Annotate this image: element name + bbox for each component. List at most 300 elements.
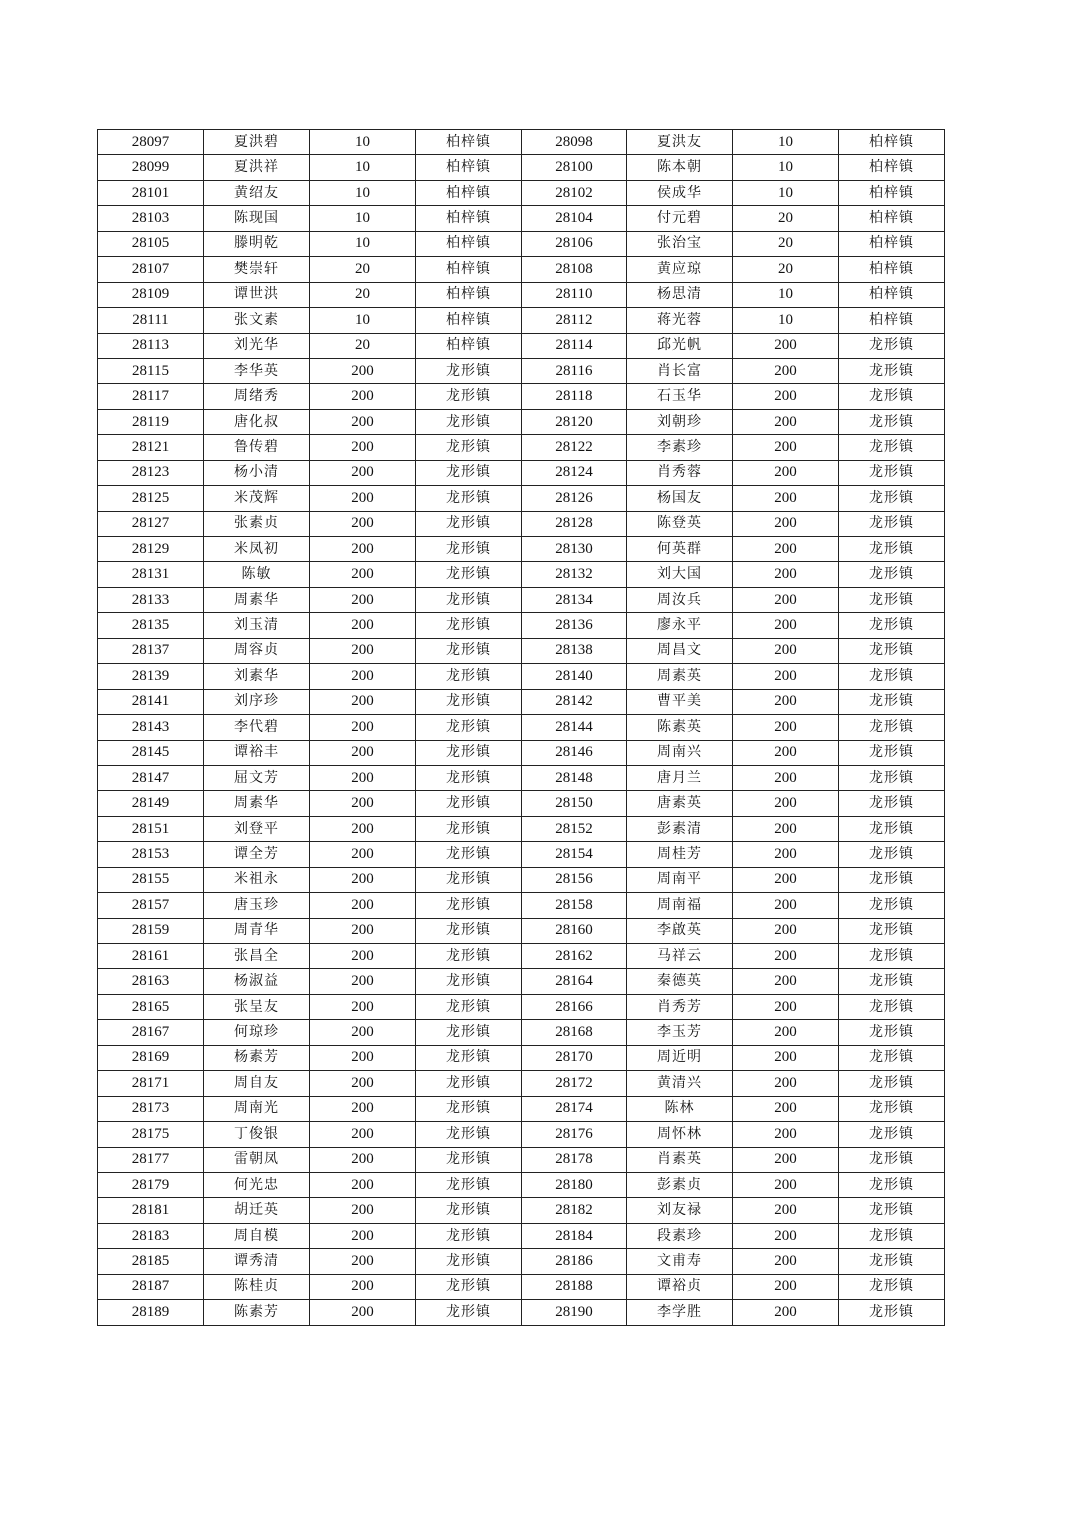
- cell-name-right: 周汝兵: [627, 587, 733, 612]
- cell-town-left: 柏梓镇: [416, 257, 522, 282]
- table-row: [98, 994, 945, 1019]
- cell-id-left: 28137: [98, 638, 204, 663]
- cell-town-left: 龙形镇: [416, 358, 522, 383]
- cell-amount-right: 200: [733, 1249, 839, 1274]
- cell-id-left: 28173: [98, 1096, 204, 1121]
- cell-name-left: 米祖永: [204, 867, 310, 892]
- table-row: [98, 638, 945, 663]
- cell-town-left: 龙形镇: [416, 587, 522, 612]
- cell-id-right: 28144: [522, 715, 627, 740]
- cell-amount-left: 200: [310, 1249, 416, 1274]
- table-row: [98, 1045, 945, 1070]
- cell-id-left: 28121: [98, 435, 204, 460]
- cell-id-left: 28101: [98, 180, 204, 205]
- cell-id-left: 28185: [98, 1249, 204, 1274]
- cell-amount-left: 200: [310, 842, 416, 867]
- cell-name-left: 谭全芳: [204, 842, 310, 867]
- cell-name-right: 肖长富: [627, 358, 733, 383]
- table-row: [98, 715, 945, 740]
- cell-town-left: 龙形镇: [416, 969, 522, 994]
- cell-amount-right: 200: [733, 1223, 839, 1248]
- cell-town-left: 龙形镇: [416, 765, 522, 790]
- cell-town-left: 龙形镇: [416, 1096, 522, 1121]
- cell-id-left: 28151: [98, 816, 204, 841]
- cell-name-left: 丁俊银: [204, 1122, 310, 1147]
- cell-id-right: 28174: [522, 1096, 627, 1121]
- cell-id-right: 28178: [522, 1147, 627, 1172]
- table-row: [98, 664, 945, 689]
- table-row: [98, 969, 945, 994]
- cell-amount-right: 200: [733, 740, 839, 765]
- cell-name-left: 屈文芳: [204, 765, 310, 790]
- cell-name-left: 陈现国: [204, 206, 310, 231]
- cell-id-right: 28106: [522, 231, 627, 256]
- cell-amount-left: 200: [310, 664, 416, 689]
- cell-town-left: 柏梓镇: [416, 180, 522, 205]
- cell-amount-right: 200: [733, 486, 839, 511]
- table-row: [98, 689, 945, 714]
- cell-id-left: 28153: [98, 842, 204, 867]
- cell-name-right: 刘朝珍: [627, 409, 733, 434]
- cell-amount-right: 200: [733, 333, 839, 358]
- cell-amount-left: 200: [310, 765, 416, 790]
- cell-name-left: 周南光: [204, 1096, 310, 1121]
- cell-town-right: 龙形镇: [839, 333, 945, 358]
- cell-id-right: 28098: [522, 130, 627, 155]
- cell-amount-left: 200: [310, 994, 416, 1019]
- cell-id-left: 28133: [98, 587, 204, 612]
- cell-id-right: 28172: [522, 1071, 627, 1096]
- cell-name-left: 唐玉珍: [204, 893, 310, 918]
- cell-name-right: 彭素贞: [627, 1172, 733, 1197]
- table-row: [98, 130, 945, 155]
- cell-id-left: 28183: [98, 1223, 204, 1248]
- cell-id-right: 28190: [522, 1300, 627, 1325]
- cell-name-left: 张昌全: [204, 944, 310, 969]
- cell-id-left: 28145: [98, 740, 204, 765]
- cell-amount-left: 200: [310, 460, 416, 485]
- cell-amount-left: 200: [310, 358, 416, 383]
- cell-amount-left: 10: [310, 231, 416, 256]
- cell-name-right: 周南平: [627, 867, 733, 892]
- cell-town-left: 龙形镇: [416, 1274, 522, 1299]
- cell-id-left: 28147: [98, 765, 204, 790]
- cell-id-right: 28150: [522, 791, 627, 816]
- cell-amount-right: 200: [733, 613, 839, 638]
- cell-name-left: 周素华: [204, 587, 310, 612]
- cell-town-right: 龙形镇: [839, 511, 945, 536]
- cell-amount-left: 200: [310, 1172, 416, 1197]
- cell-town-right: 龙形镇: [839, 1274, 945, 1299]
- cell-name-right: 彭素清: [627, 816, 733, 841]
- cell-amount-right: 200: [733, 562, 839, 587]
- cell-town-left: 龙形镇: [416, 689, 522, 714]
- cell-town-left: 龙形镇: [416, 384, 522, 409]
- cell-town-right: 龙形镇: [839, 613, 945, 638]
- cell-town-right: 柏梓镇: [839, 257, 945, 282]
- cell-id-left: 28139: [98, 664, 204, 689]
- cell-id-left: 28167: [98, 1020, 204, 1045]
- cell-name-right: 曹平美: [627, 689, 733, 714]
- table-row: [98, 1274, 945, 1299]
- cell-id-right: 28186: [522, 1249, 627, 1274]
- cell-name-left: 周自模: [204, 1223, 310, 1248]
- cell-id-right: 28170: [522, 1045, 627, 1070]
- cell-id-left: 28125: [98, 486, 204, 511]
- table-row: [98, 1071, 945, 1096]
- cell-name-right: 邱光帆: [627, 333, 733, 358]
- cell-name-right: 周南兴: [627, 740, 733, 765]
- cell-id-left: 28135: [98, 613, 204, 638]
- table-row: [98, 384, 945, 409]
- cell-id-left: 28189: [98, 1300, 204, 1325]
- cell-amount-left: 200: [310, 435, 416, 460]
- cell-id-left: 28143: [98, 715, 204, 740]
- cell-name-left: 滕明乾: [204, 231, 310, 256]
- cell-id-left: 28123: [98, 460, 204, 485]
- cell-id-right: 28134: [522, 587, 627, 612]
- cell-amount-left: 200: [310, 1274, 416, 1299]
- cell-town-left: 龙形镇: [416, 1147, 522, 1172]
- cell-name-right: 陈登英: [627, 511, 733, 536]
- cell-name-right: 唐素英: [627, 791, 733, 816]
- table-row: [98, 1147, 945, 1172]
- table-row: [98, 1249, 945, 1274]
- cell-town-right: 龙形镇: [839, 1071, 945, 1096]
- cell-amount-left: 200: [310, 791, 416, 816]
- cell-amount-right: 200: [733, 384, 839, 409]
- cell-amount-left: 200: [310, 1020, 416, 1045]
- table-row: [98, 1096, 945, 1121]
- cell-id-left: 28103: [98, 206, 204, 231]
- cell-name-right: 黄清兴: [627, 1071, 733, 1096]
- cell-name-left: 何琼珍: [204, 1020, 310, 1045]
- cell-town-left: 龙形镇: [416, 435, 522, 460]
- cell-name-right: 陈素英: [627, 715, 733, 740]
- cell-amount-right: 200: [733, 358, 839, 383]
- cell-town-right: 龙形镇: [839, 994, 945, 1019]
- cell-id-left: 28149: [98, 791, 204, 816]
- cell-id-right: 28160: [522, 918, 627, 943]
- cell-amount-left: 200: [310, 511, 416, 536]
- cell-amount-right: 200: [733, 1122, 839, 1147]
- cell-id-left: 28159: [98, 918, 204, 943]
- cell-town-right: 柏梓镇: [839, 180, 945, 205]
- cell-name-right: 肖秀芳: [627, 994, 733, 1019]
- cell-amount-left: 20: [310, 333, 416, 358]
- cell-id-right: 28162: [522, 944, 627, 969]
- cell-name-right: 陈林: [627, 1096, 733, 1121]
- cell-id-right: 28100: [522, 155, 627, 180]
- cell-amount-left: 200: [310, 486, 416, 511]
- cell-name-left: 谭世洪: [204, 282, 310, 307]
- cell-name-left: 杨淑益: [204, 969, 310, 994]
- cell-name-right: 陈本朝: [627, 155, 733, 180]
- cell-id-right: 28124: [522, 460, 627, 485]
- cell-id-right: 28118: [522, 384, 627, 409]
- cell-amount-right: 200: [733, 893, 839, 918]
- cell-id-right: 28108: [522, 257, 627, 282]
- table-row: [98, 282, 945, 307]
- cell-amount-right: 200: [733, 587, 839, 612]
- cell-amount-left: 200: [310, 816, 416, 841]
- cell-amount-right: 200: [733, 511, 839, 536]
- cell-id-right: 28188: [522, 1274, 627, 1299]
- cell-id-left: 28177: [98, 1147, 204, 1172]
- table-row: [98, 1020, 945, 1045]
- cell-id-right: 28126: [522, 486, 627, 511]
- cell-amount-right: 20: [733, 206, 839, 231]
- cell-amount-right: 200: [733, 689, 839, 714]
- cell-id-left: 28171: [98, 1071, 204, 1096]
- cell-name-left: 周绪秀: [204, 384, 310, 409]
- cell-town-left: 柏梓镇: [416, 231, 522, 256]
- cell-name-left: 米凤初: [204, 537, 310, 562]
- cell-id-left: 28187: [98, 1274, 204, 1299]
- cell-name-right: 李素珍: [627, 435, 733, 460]
- cell-amount-right: 200: [733, 944, 839, 969]
- cell-id-right: 28166: [522, 994, 627, 1019]
- cell-id-left: 28099: [98, 155, 204, 180]
- cell-amount-left: 200: [310, 715, 416, 740]
- cell-amount-right: 200: [733, 460, 839, 485]
- cell-amount-right: 200: [733, 1274, 839, 1299]
- cell-id-left: 28129: [98, 537, 204, 562]
- cell-town-right: 龙形镇: [839, 537, 945, 562]
- cell-town-left: 柏梓镇: [416, 155, 522, 180]
- cell-amount-left: 200: [310, 1198, 416, 1223]
- cell-name-right: 侯成华: [627, 180, 733, 205]
- cell-amount-left: 200: [310, 867, 416, 892]
- cell-amount-right: 10: [733, 282, 839, 307]
- cell-name-right: 刘友禄: [627, 1198, 733, 1223]
- cell-amount-right: 200: [733, 409, 839, 434]
- cell-id-left: 28181: [98, 1198, 204, 1223]
- cell-name-left: 米茂辉: [204, 486, 310, 511]
- cell-town-right: 龙形镇: [839, 918, 945, 943]
- cell-town-right: 柏梓镇: [839, 130, 945, 155]
- cell-town-right: 龙形镇: [839, 715, 945, 740]
- cell-town-left: 龙形镇: [416, 1122, 522, 1147]
- cell-town-right: 龙形镇: [839, 791, 945, 816]
- roster-table-body: [98, 130, 945, 1326]
- cell-amount-left: 10: [310, 130, 416, 155]
- cell-amount-right: 200: [733, 435, 839, 460]
- cell-town-right: 龙形镇: [839, 460, 945, 485]
- cell-name-right: 马祥云: [627, 944, 733, 969]
- cell-name-right: 刘大国: [627, 562, 733, 587]
- cell-name-left: 鲁传碧: [204, 435, 310, 460]
- cell-id-left: 28127: [98, 511, 204, 536]
- cell-name-left: 谭裕丰: [204, 740, 310, 765]
- cell-town-left: 龙形镇: [416, 1020, 522, 1045]
- cell-name-right: 杨国友: [627, 486, 733, 511]
- table-row: [98, 358, 945, 383]
- cell-id-right: 28180: [522, 1172, 627, 1197]
- cell-amount-left: 200: [310, 1096, 416, 1121]
- cell-name-right: 谭裕贞: [627, 1274, 733, 1299]
- cell-id-left: 28165: [98, 994, 204, 1019]
- cell-id-right: 28168: [522, 1020, 627, 1045]
- cell-amount-left: 10: [310, 308, 416, 333]
- cell-id-right: 28182: [522, 1198, 627, 1223]
- cell-id-right: 28142: [522, 689, 627, 714]
- cell-town-left: 柏梓镇: [416, 206, 522, 231]
- cell-amount-left: 200: [310, 537, 416, 562]
- cell-name-right: 张治宝: [627, 231, 733, 256]
- cell-amount-right: 200: [733, 1172, 839, 1197]
- cell-id-left: 28117: [98, 384, 204, 409]
- cell-amount-left: 10: [310, 180, 416, 205]
- cell-id-left: 28119: [98, 409, 204, 434]
- cell-town-left: 龙形镇: [416, 409, 522, 434]
- cell-town-right: 龙形镇: [839, 384, 945, 409]
- cell-town-left: 柏梓镇: [416, 130, 522, 155]
- cell-id-right: 28122: [522, 435, 627, 460]
- table-row: [98, 231, 945, 256]
- cell-name-left: 张呈友: [204, 994, 310, 1019]
- cell-name-left: 李代碧: [204, 715, 310, 740]
- cell-town-left: 龙形镇: [416, 486, 522, 511]
- cell-amount-right: 10: [733, 155, 839, 180]
- cell-town-right: 龙形镇: [839, 1172, 945, 1197]
- cell-name-right: 李学胜: [627, 1300, 733, 1325]
- cell-id-right: 28114: [522, 333, 627, 358]
- cell-amount-right: 200: [733, 1096, 839, 1121]
- cell-amount-left: 200: [310, 638, 416, 663]
- table-row: [98, 333, 945, 358]
- cell-name-right: 李啟英: [627, 918, 733, 943]
- cell-id-right: 28104: [522, 206, 627, 231]
- cell-id-right: 28120: [522, 409, 627, 434]
- cell-name-right: 周怀林: [627, 1122, 733, 1147]
- cell-town-right: 龙形镇: [839, 816, 945, 841]
- cell-town-right: 龙形镇: [839, 435, 945, 460]
- cell-amount-left: 200: [310, 384, 416, 409]
- cell-name-right: 肖秀蓉: [627, 460, 733, 485]
- cell-town-right: 柏梓镇: [839, 155, 945, 180]
- cell-amount-right: 20: [733, 257, 839, 282]
- cell-town-left: 龙形镇: [416, 715, 522, 740]
- cell-town-right: 龙形镇: [839, 1045, 945, 1070]
- cell-town-right: 龙形镇: [839, 944, 945, 969]
- cell-town-right: 龙形镇: [839, 893, 945, 918]
- roster-table: [97, 129, 945, 1326]
- cell-name-left: 李华英: [204, 358, 310, 383]
- cell-town-right: 柏梓镇: [839, 308, 945, 333]
- cell-name-left: 陈素芳: [204, 1300, 310, 1325]
- cell-town-left: 龙形镇: [416, 1071, 522, 1096]
- table-row: [98, 409, 945, 434]
- cell-id-left: 28175: [98, 1122, 204, 1147]
- cell-name-right: 廖永平: [627, 613, 733, 638]
- cell-id-right: 28112: [522, 308, 627, 333]
- cell-town-right: 龙形镇: [839, 358, 945, 383]
- cell-amount-right: 200: [733, 1020, 839, 1045]
- cell-id-left: 28161: [98, 944, 204, 969]
- cell-amount-right: 20: [733, 231, 839, 256]
- cell-town-left: 龙形镇: [416, 994, 522, 1019]
- table-row: [98, 1300, 945, 1325]
- table-row: [98, 1122, 945, 1147]
- cell-name-right: 周素英: [627, 664, 733, 689]
- cell-town-right: 龙形镇: [839, 587, 945, 612]
- cell-amount-left: 200: [310, 969, 416, 994]
- cell-id-right: 28102: [522, 180, 627, 205]
- roster-sheet: [97, 129, 944, 1326]
- cell-town-left: 龙形镇: [416, 740, 522, 765]
- cell-town-left: 龙形镇: [416, 1198, 522, 1223]
- cell-town-left: 龙形镇: [416, 1300, 522, 1325]
- table-row: [98, 893, 945, 918]
- cell-name-left: 周自友: [204, 1071, 310, 1096]
- cell-id-right: 28140: [522, 664, 627, 689]
- cell-town-left: 柏梓镇: [416, 333, 522, 358]
- cell-id-right: 28154: [522, 842, 627, 867]
- cell-name-right: 杨思清: [627, 282, 733, 307]
- cell-amount-left: 20: [310, 257, 416, 282]
- cell-amount-right: 200: [733, 969, 839, 994]
- table-row: [98, 460, 945, 485]
- cell-town-right: 龙形镇: [839, 409, 945, 434]
- cell-amount-right: 200: [733, 765, 839, 790]
- cell-amount-left: 200: [310, 1147, 416, 1172]
- cell-name-left: 夏洪祥: [204, 155, 310, 180]
- table-row: [98, 206, 945, 231]
- cell-name-left: 谭秀清: [204, 1249, 310, 1274]
- cell-name-right: 肖素英: [627, 1147, 733, 1172]
- cell-amount-left: 200: [310, 587, 416, 612]
- table-row: [98, 918, 945, 943]
- cell-town-left: 龙形镇: [416, 944, 522, 969]
- table-row: [98, 613, 945, 638]
- cell-town-right: 龙形镇: [839, 638, 945, 663]
- cell-id-right: 28110: [522, 282, 627, 307]
- cell-id-right: 28148: [522, 765, 627, 790]
- cell-town-right: 龙形镇: [839, 486, 945, 511]
- cell-town-right: 柏梓镇: [839, 206, 945, 231]
- cell-id-right: 28138: [522, 638, 627, 663]
- cell-town-right: 龙形镇: [839, 1096, 945, 1121]
- cell-amount-left: 10: [310, 155, 416, 180]
- cell-name-left: 张素贞: [204, 511, 310, 536]
- cell-id-left: 28169: [98, 1045, 204, 1070]
- cell-amount-left: 200: [310, 1300, 416, 1325]
- cell-town-left: 龙形镇: [416, 562, 522, 587]
- cell-town-left: 龙形镇: [416, 1249, 522, 1274]
- table-row: [98, 944, 945, 969]
- cell-town-left: 龙形镇: [416, 893, 522, 918]
- cell-town-right: 龙形镇: [839, 562, 945, 587]
- cell-amount-right: 200: [733, 816, 839, 841]
- cell-amount-right: 200: [733, 638, 839, 663]
- cell-name-left: 雷朝凤: [204, 1147, 310, 1172]
- cell-town-left: 龙形镇: [416, 1172, 522, 1197]
- cell-id-right: 28158: [522, 893, 627, 918]
- table-row: [98, 816, 945, 841]
- cell-id-left: 28179: [98, 1172, 204, 1197]
- cell-amount-right: 200: [733, 1198, 839, 1223]
- cell-id-left: 28115: [98, 358, 204, 383]
- cell-name-right: 付元碧: [627, 206, 733, 231]
- cell-town-right: 龙形镇: [839, 1147, 945, 1172]
- cell-name-left: 胡迁英: [204, 1198, 310, 1223]
- cell-name-left: 夏洪碧: [204, 130, 310, 155]
- table-row: [98, 562, 945, 587]
- cell-amount-left: 200: [310, 409, 416, 434]
- cell-name-left: 樊崇轩: [204, 257, 310, 282]
- cell-amount-left: 200: [310, 893, 416, 918]
